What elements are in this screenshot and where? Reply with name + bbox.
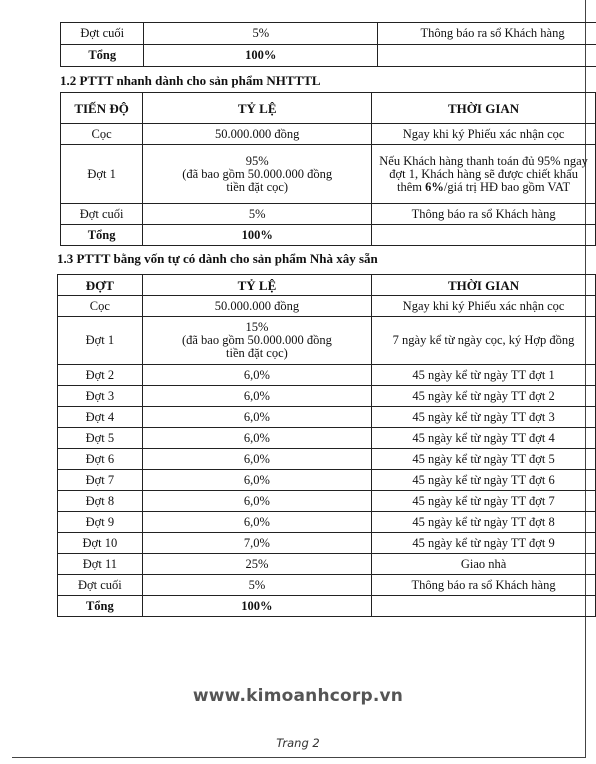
rate-cell: 6,0% (142, 512, 371, 533)
header-time: THỜI GIAN (372, 93, 596, 124)
stage-cell: Đợt 7 (58, 470, 143, 491)
time-cell: 45 ngày kể từ ngày TT đợt 4 (372, 428, 596, 449)
table-row (61, 225, 596, 246)
rate-cell: 100% (142, 596, 371, 617)
stage-cell: Tổng (61, 45, 144, 67)
payment-table-continued (60, 22, 596, 67)
rate-cell: 7,0% (142, 533, 371, 554)
table-row (58, 512, 596, 533)
table-row (58, 491, 596, 512)
stage-cell: Đợt cuối (61, 204, 143, 225)
payment-table-1-2 (60, 92, 596, 246)
table-row (58, 365, 596, 386)
stage-cell: Đợt 1 (61, 145, 143, 204)
rate-cell: 100% (143, 225, 372, 246)
rate-cell: 6,0% (142, 365, 371, 386)
rate-cell: 5% (144, 23, 378, 45)
time-cell: 45 ngày kể từ ngày TT đợt 7 (372, 491, 596, 512)
stage-cell: Đợt 1 (58, 317, 143, 365)
time-cell: 45 ngày kể từ ngày TT đợt 9 (372, 533, 596, 554)
rate-cell: 15% (đã bao gồm 50.000.000 đồng tiền đặt cọc) (142, 317, 371, 365)
stage-cell: Đợt 8 (58, 491, 143, 512)
table-row (58, 296, 596, 317)
table-row (61, 145, 596, 204)
rate-cell: 100% (144, 45, 378, 67)
header-stage: TIẾN ĐỘ (61, 93, 143, 124)
table-row (58, 596, 596, 617)
stage-cell: Tổng (58, 596, 143, 617)
stage-cell: Tổng (61, 225, 143, 246)
table-row (58, 470, 596, 491)
time-cell: 45 ngày kể từ ngày TT đợt 5 (372, 449, 596, 470)
rate-cell: 6,0% (142, 407, 371, 428)
table-row (58, 428, 596, 449)
stage-cell: Đợt 5 (58, 428, 143, 449)
stage-cell: Đợt 10 (58, 533, 143, 554)
time-cell: 7 ngày kể từ ngày cọc, ký Hợp đồng (372, 317, 596, 365)
stage-cell: Đợt 11 (58, 554, 143, 575)
stage-cell: Đợt 9 (58, 512, 143, 533)
header-rate: TỶ LỆ (143, 93, 372, 124)
header-rate: TỶ LỆ (142, 275, 371, 296)
time-cell: Ngay khi ký Phiếu xác nhận cọc (372, 296, 596, 317)
stage-cell: Đợt 2 (58, 365, 143, 386)
rate-cell: 5% (143, 204, 372, 225)
time-cell (372, 596, 596, 617)
rate-cell: 6,0% (142, 386, 371, 407)
time-cell: Ngay khi ký Phiếu xác nhận cọc (372, 124, 596, 145)
time-cell: 45 ngày kể từ ngày TT đợt 2 (372, 386, 596, 407)
rate-cell: 95% (đã bao gồm 50.000.000 đồng tiền đặt cọc) (143, 145, 372, 204)
table-body (58, 296, 596, 617)
time-text: /giá trị HĐ bao gồm VAT (443, 179, 571, 194)
time-cell: Thông báo ra sổ Khách hàng (372, 575, 596, 596)
time-cell (378, 45, 596, 67)
time-cell: Thông báo ra sổ Khách hàng (372, 204, 596, 225)
rate-cell: 50.000.000 đồng (143, 124, 372, 145)
time-cell: 45 ngày kể từ ngày TT đợt 1 (372, 365, 596, 386)
table-row (61, 204, 596, 225)
time-cell: Giao nhà (372, 554, 596, 575)
stage-cell: Đợt 3 (58, 386, 143, 407)
rate-cell: 6,0% (142, 428, 371, 449)
stage-cell: Đợt 6 (58, 449, 143, 470)
time-cell (372, 145, 596, 204)
table-row (58, 407, 596, 428)
header-time: THỜI GIAN (372, 275, 596, 296)
stage-cell: Cọc (61, 124, 143, 145)
time-cell: Thông báo ra sổ Khách hàng (378, 23, 596, 45)
rate-cell: 6,0% (142, 470, 371, 491)
discount-rate: 6% (425, 179, 444, 194)
page-number: Trang 2 (276, 736, 320, 750)
payment-table-1-3 (57, 274, 596, 617)
header-stage: ĐỢT (58, 275, 143, 296)
rate-cell: 50.000.000 đồng (142, 296, 371, 317)
section-heading-1-2: 1.2 PTTT nhanh dành cho sản phẩm NHTTTL (60, 73, 321, 88)
rate-cell: 6,0% (142, 449, 371, 470)
time-text: Nếu Khách hàng thanh toán đủ 95% ngay đợt 1, Khách hàng sẽ được chiết khấu thêm (379, 153, 588, 194)
table-row (58, 386, 596, 407)
stage-cell: Đợt cuối (58, 575, 143, 596)
table-row (58, 554, 596, 575)
time-cell: 45 ngày kể từ ngày TT đợt 3 (372, 407, 596, 428)
stage-cell: Cọc (58, 296, 143, 317)
table-row (58, 449, 596, 470)
table-header-row (61, 93, 596, 124)
time-cell: 45 ngày kể từ ngày TT đợt 6 (372, 470, 596, 491)
section-heading-1-3: 1.3 PTTT bằng vốn tự có dành cho sản phẩm Nhà xây sẵn (57, 251, 378, 266)
table-row (58, 575, 596, 596)
stage-cell: Đợt 4 (58, 407, 143, 428)
time-cell: 45 ngày kể từ ngày TT đợt 8 (372, 512, 596, 533)
table-row (58, 317, 596, 365)
rate-cell: 6,0% (142, 491, 371, 512)
website-watermark: www.kimoanhcorp.vn (192, 686, 404, 706)
table-row (58, 533, 596, 554)
table-header-row (58, 275, 596, 296)
stage-cell: Đợt cuối (61, 23, 144, 45)
rate-cell: 5% (142, 575, 371, 596)
table-row (61, 124, 596, 145)
rate-cell: 25% (142, 554, 371, 575)
table-row (61, 45, 596, 67)
time-cell (372, 225, 596, 246)
table-row (61, 23, 596, 45)
